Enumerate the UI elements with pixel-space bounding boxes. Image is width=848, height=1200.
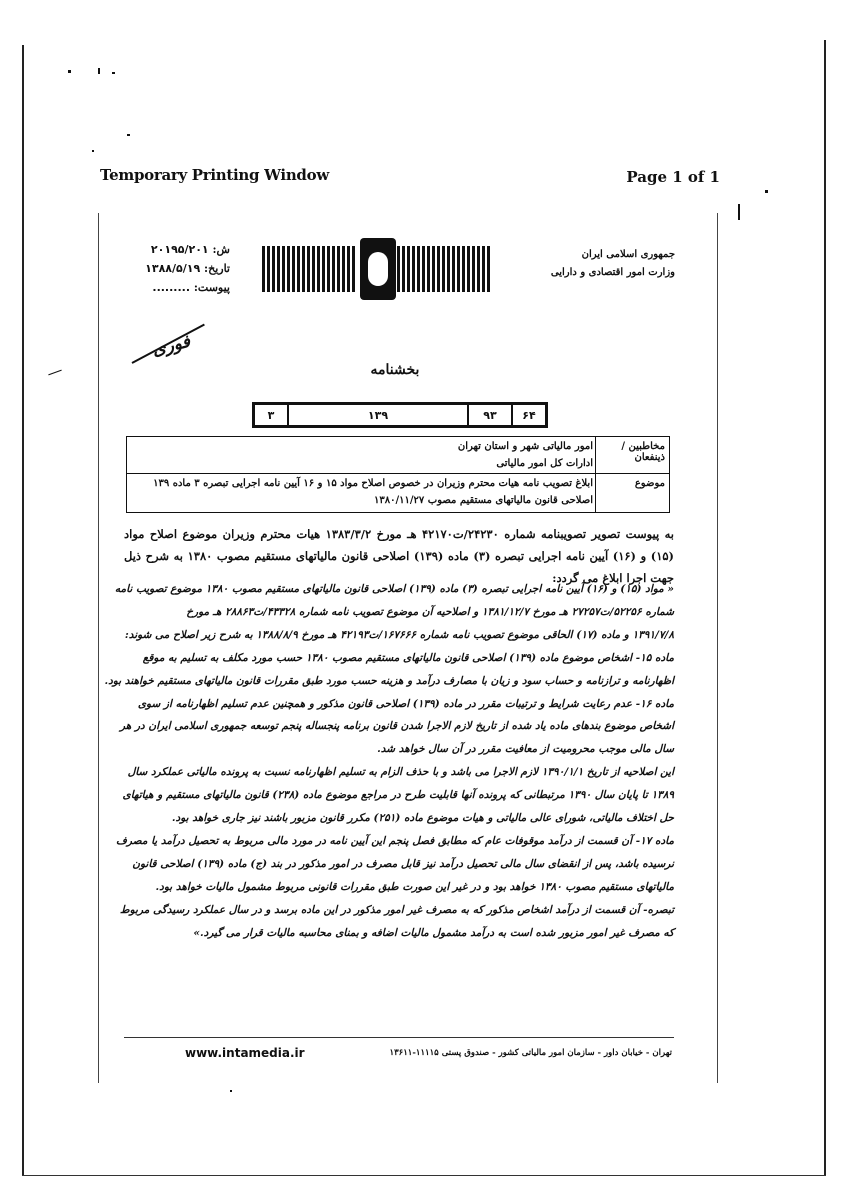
print-window-header (100, 166, 720, 192)
organization-line-1: جمهوری اسلامی ایران (581, 249, 675, 260)
body-line: ماده ۱۵- اشخاص موضوع ماده (۱۳۹) اصلاحی قانون مالیاتهای مستقیم مصوب ۱۳۸۰ حسب مورد مکلف به تسلیم به موقع (142, 651, 674, 664)
audience-line-2: ادارات کل امور مالیاتی (496, 458, 593, 469)
body-line: ۱۳۹۱/۷/۸ و ماده (۱۷) الحاقی موضوع تصویب نامه شماره ۱۶۷۶۶۶/ت۴۲۱۹۳ هـ مورخ ۱۳۸۸/۸/۹ به شرح زیر اصلاح می شوند: (124, 628, 674, 641)
scan-speck (112, 72, 115, 74)
body-line: تبصره- آن قسمت از درآمد اشخاص مذکور که به مصرف غیر امور مذکور در این ماده برسد و در سال عملکرد رسیدگی مربوط (119, 903, 674, 916)
page-indicator: Page 1 of 1 (626, 168, 720, 186)
emblem-icon (360, 238, 396, 300)
emblem-hatch-right (397, 246, 492, 292)
subject-line-2: اصلاحی قانون مالیاتهای مستقیم مصوب ۱۳۸۰/۱۱/۲۷ (374, 495, 593, 506)
body-line: ۱۳۸۹ تا پایان سال ۱۳۹۰ مرتبطانی که پرونده آنها قابلیت طرح در مراجع موضوع ماده (۲۳۸) قانون مالیاتهای مستقیم و هیاتهای (122, 789, 674, 802)
letter-date-value: ۱۳۸۸/۵/۱۹ (145, 262, 201, 275)
scan-speck (68, 70, 71, 73)
audience-row (127, 437, 669, 474)
organization-name (545, 246, 675, 282)
body-line: مالیاتهای مستقیم مصوب ۱۳۸۰ خواهد بود و در غیر این صورت طبق مقررات قانونی مربوط مشمول مالیات خواهد بود. (155, 880, 674, 893)
audience-value (133, 437, 593, 472)
footer-url: www.intamedia.ir (185, 1046, 305, 1060)
body-line: شماره ۵۲۲۵۶/ت۲۷۲۵۷ هـ مورخ ۱۳۸۱/۱۲/۷ و اصلاحیه آن موضوع تصویب نامه شماره ۴۳۳۲۸/ت۲۸۸۶۳ هـ مورخ (186, 605, 674, 618)
audience-label: مخاطبین / ذینفعان (595, 437, 669, 473)
letter-attachment-label: پیوست: (193, 281, 230, 294)
organization-line-2: وزارت امور اقتصادی و دارایی (550, 267, 675, 278)
body-line: حل اختلاف مالیاتی، شورای عالی مالیاتی و هیات موضوع ماده (۲۵۱) مکرر قانون مزبور باشند نیز جاری خواهد بود. (171, 812, 674, 825)
scan-speck (765, 190, 768, 193)
scan-speck (48, 370, 61, 376)
handwritten-signature (132, 330, 212, 380)
body-line: ماده ۱۶- عدم رعایت شرایط و ترتیبات مقرر در ماده (۱۳۹) اصلاحی قانون مذکور و همچنین عدم تسلیم اظهارنامه از سوی (137, 697, 674, 710)
body-line: که مصرف غیر امور مزبور شده است به درآمد مشمول مالیات اضافه و بمنای محاسبه مالیات قرار می گیرد.» (193, 926, 674, 939)
intro-paragraph: به پیوست تصویر تصویبنامه شماره ۲۴۲۳۰/ت۴۲۱۷۰ هـ مورخ ۱۳۸۳/۳/۲ هیات محترم وزیران موضوع اصلاح مواد (۱۵) و (۱۶) آیین نامه اجرایی تبصره (۳) ماده (۱۳۹) اصلاحی قانون مالیاتهای مستقیم مصوب ۱۳۸۰ به شرح ذیل جهت اجرا ابلاغ می گردد: (124, 527, 674, 585)
letter-attachment-value: ......... (152, 281, 190, 294)
footer-divider (124, 1037, 674, 1038)
letter-date-line (120, 259, 230, 278)
signature-stroke (132, 324, 205, 364)
letter-meta (120, 240, 230, 297)
national-emblem-logo (262, 234, 492, 306)
letter-date-label: تاریخ: (204, 262, 230, 275)
reference-cell-2: ۱۳۹ (287, 405, 467, 425)
scan-speck (738, 204, 740, 220)
body-line: ماده ۱۷- آن قسمت از درآمد موقوفات عام که مطابق فصل پنجم این آیین نامه در مورد مالی مربوط به تحصیل درآمد یا مصرف (116, 834, 674, 847)
print-window-title: Temporary Printing Window (100, 166, 329, 184)
scan-speck (230, 1090, 232, 1092)
scan-border-right (824, 40, 826, 1175)
scan-speck (92, 150, 94, 152)
letter-number-label: ش: (212, 243, 230, 256)
footer-address: تهران - خیابان داور - سازمان امور مالیاتی کشور - صندوق پستی ۱۱۱۱۵-۱۳۶۱۱ (389, 1048, 672, 1058)
document-title: بخشنامه (370, 362, 420, 378)
body-line: « مواد (۱۵) و (۱۶) آیین نامه اجرایی تبصره (۳) ماده (۱۳۹) اصلاحی قانون مالیاتهای مستقیم مصوب ۱۳۸۰ موضوع تصویب نامه (114, 583, 674, 595)
letter-attachment-line (120, 278, 230, 297)
info-table (126, 436, 670, 513)
scan-border-bottom (22, 1175, 826, 1176)
scan-speck (98, 68, 100, 74)
subject-label: موضوع (595, 474, 669, 512)
reference-cell-4: ۶۴ (511, 405, 545, 425)
letter-number-value: ۲۰۱۹۵/۲۰۱ (150, 243, 209, 256)
reference-number-box (252, 402, 548, 428)
signature-text: فوری (150, 331, 193, 361)
subject-line-1: ابلاغ تصویب نامه هیات محترم وزیران در خصوص اصلاح مواد ۱۵ و ۱۶ آیین نامه اجرایی تبصره ۳ ماده ۱۳۹ (153, 478, 593, 489)
subject-value (133, 474, 593, 509)
body-text (104, 578, 674, 945)
body-line: این اصلاحیه از تاریخ ۱۳۹۰/۱/۱ لازم الاجرا می باشد و با حذف الزام به تسلیم اظهارنامه نسبت به پرونده مالیاتی عملکرد سال (127, 766, 674, 779)
body-line: اشخاص موضوع بندهای ماده یاد شده از تاریخ لازم الاجرا شدن قانون برنامه پنجساله پنجم توسعه جمهوری اسلامی ایران در هر (119, 720, 674, 733)
letter-number-line (120, 240, 230, 259)
scan-speck (127, 134, 130, 136)
body-line: نرسیده باشد، پس از انقضای سال مالی تحصیل درآمد نیز قابل مصرف در امور مذکور در بند (ج) ماده (۱۳۹) اصلاحی قانون (132, 857, 674, 870)
reference-cell-1: ۳ (267, 408, 275, 422)
subject-row (127, 474, 669, 512)
reference-cell-3: ۹۳ (467, 405, 511, 425)
body-line: سال مالی موجب محرومیت از معافیت مقرر در آن سال خواهد شد. (377, 743, 674, 756)
emblem-hatch-left (262, 246, 357, 292)
audience-line-1: امور مالیاتی شهر و استان تهران (457, 441, 593, 452)
scan-border-left (22, 45, 24, 1175)
body-line: اظهارنامه و ترازنامه و حساب سود و زیان با مصارف درآمد و هزینه حسب مورد طبق مقررات قانون مالیاتهای مستقیم خواهند بود. (104, 674, 674, 687)
